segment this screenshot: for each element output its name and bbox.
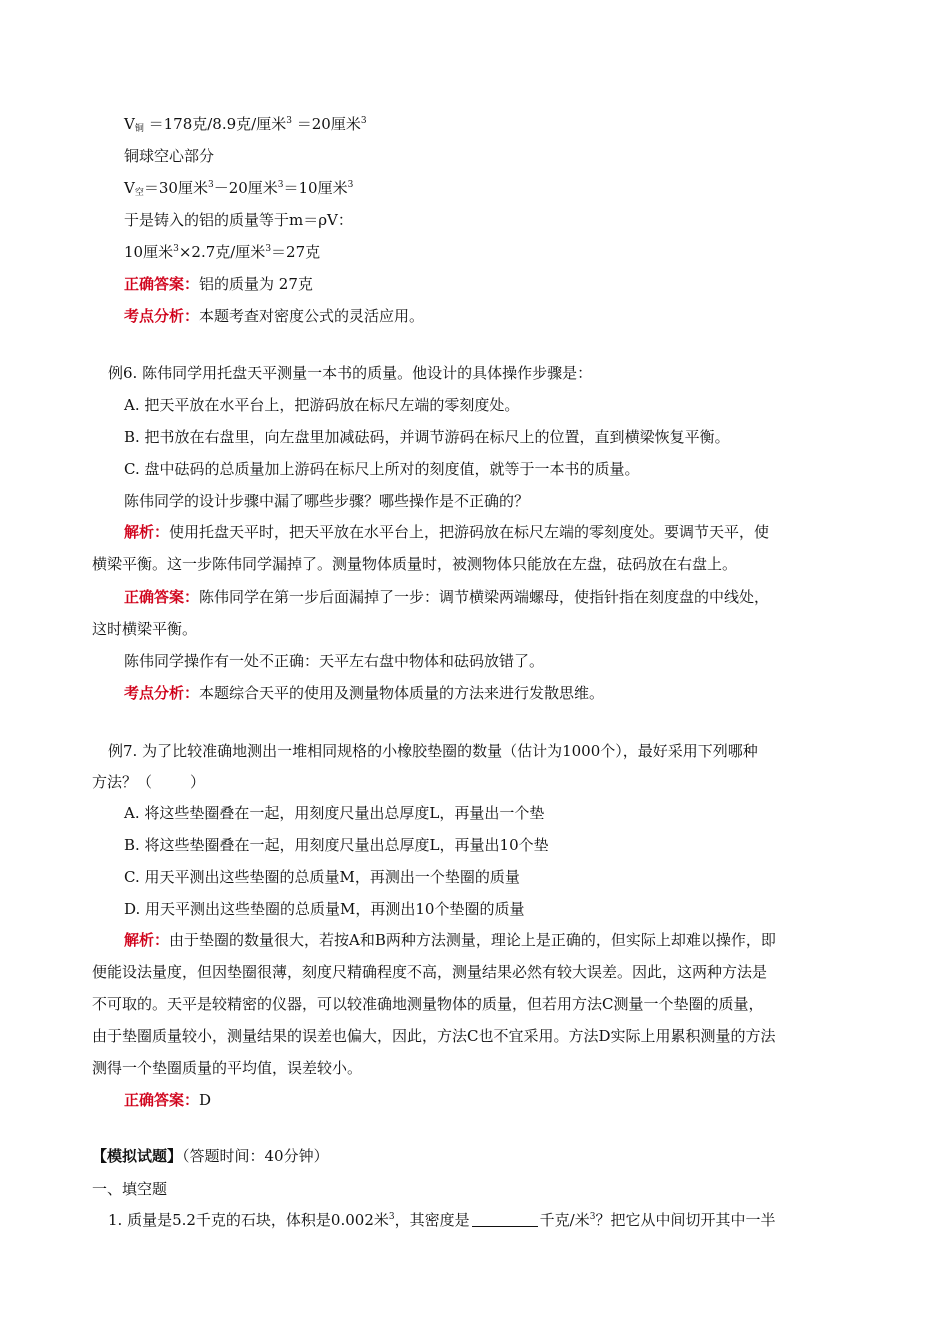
ex7-jiexi-line-2: 便能设法量度，但因垫圈很薄，刻度尺精确程度不高，测量结果必然有较大误差。因此，这两种方法是	[92, 963, 768, 981]
ex6-option-b: B. 把书放在右盘里，向左盘里加减砝码，并调节游码在标尺上的位置，直到横梁恢复平衡。	[124, 428, 730, 446]
ex6-option-a: A. 把天平放在水平台上，把游码放在标尺左端的零刻度处。	[124, 396, 520, 414]
solution-line-1: $V_铜 =178$克/8.9克/厘米$^3$ ＝20厘米$^3$	[124, 115, 367, 134]
ex6-jiexi-line-2: 横梁平衡。这一步陈伟同学漏掉了。测量物体质量时，被测物体只能放在左盘，砝码放在右盘上。	[92, 555, 738, 573]
ex7-jiexi-line-4: 由于垫圈质量较小，测量结果的误差也偏大，因此，方法C也不宜采用。方法D实际上用累积测量的方法	[92, 1027, 776, 1045]
ex6-ask: 陈伟同学的设计步骤中漏了哪些步骤？哪些操作是不正确的？	[124, 492, 530, 510]
ex6-analysis: 考点分析：本题综合天平的使用及测量物体质量的方法来进行发散思维。	[124, 684, 605, 702]
answer-blank	[472, 1212, 538, 1227]
ex7-option-b: B. 将这些垫圈叠在一起，用刻度尺量出总厚度L，再量出10个垫	[124, 836, 549, 854]
mock-time: （答题时间：40分钟）	[182, 1147, 329, 1165]
answer-label: 正确答案：	[124, 588, 200, 606]
ex7-jiexi-line-3: 不可取的。天平是较精密的仪器，可以较准确地测量物体的质量，但若用方法C测量一个垫圈的质量，	[92, 995, 764, 1013]
solution-line-2: 铜球空心部分	[124, 147, 215, 165]
solution-line-4: 于是铸入的铝的质量等于m＝ρV：	[124, 211, 353, 229]
analysis-label: 考点分析：	[124, 307, 200, 325]
jiexi-label: 解析：	[124, 523, 170, 541]
mock-section-title: 一、填空题	[92, 1180, 168, 1198]
solution-analysis: 考点分析：本题考查对密度公式的灵活应用。	[124, 307, 425, 325]
mock-heading	[92, 1146, 329, 1166]
solution-line-5: 10厘米$^3$×2.7克/厘米$^3$＝27克	[124, 243, 321, 261]
ex7-option-d: D. 用天平测出这些垫圈的总质量M，再测出10个垫圈的质量	[124, 900, 525, 918]
analysis-label: 考点分析：	[124, 684, 200, 702]
ex7-option-a: A. 将这些垫圈叠在一起，用刻度尺量出总厚度L，再量出一个垫	[124, 804, 545, 822]
ex6-jiexi-line-1: 解析：使用托盘天平时，把天平放在水平台上，把游码放在标尺左端的零刻度处。要调节天平，使	[124, 523, 770, 541]
ex7-question-line-2: 方法？（ ）	[92, 773, 206, 791]
ex7-question-line-1: 例7. 为了比较准确地测出一堆相同规格的小橡胶垫圈的数量（估计为1000个），最好采用下列哪种	[108, 742, 758, 760]
mock-question-1: 1. 质量是5.2千克的石块，体积是0.002米$^3$，其密度是 千克/米$^3$？把它从中间切开其中一半	[108, 1211, 776, 1229]
ex7-jiexi-line-1: 解析：由于垫圈的数量很大，若按A和B两种方法测量，理论上是正确的，但实际上却难以操作，即	[124, 931, 776, 949]
mock-title: 【模拟试题】	[92, 1147, 183, 1165]
ex6-answer-line-1: 正确答案：陈伟同学在第一步后面漏掉了一步：调节横梁两端螺母，使指针指在刻度盘的中线处，	[124, 588, 770, 606]
ex7-option-c: C. 用天平测出这些垫圈的总质量M，再测出一个垫圈的质量	[124, 868, 520, 886]
ex7-answer: 正确答案：D	[124, 1091, 212, 1109]
ex6-option-c: C. 盘中砝码的总质量加上游码在标尺上所对的刻度值，就等于一本书的质量。	[124, 460, 640, 478]
ex7-jiexi-line-5: 测得一个垫圈质量的平均值，误差较小。	[92, 1059, 363, 1077]
ex6-answer-line-3: 陈伟同学操作有一处不正确：天平左右盘中物体和砝码放错了。	[124, 652, 545, 670]
ex6-question: 例6. 陈伟同学用托盘天平测量一本书的质量。他设计的具体操作步骤是：	[108, 364, 593, 382]
jiexi-label: 解析：	[124, 931, 170, 949]
answer-label: 正确答案：	[124, 1091, 200, 1109]
ex6-answer-line-2: 这时横梁平衡。	[92, 620, 198, 638]
solution-line-3: $V_空=30$厘米$^3$－20厘米$^3$＝10厘米$^3$	[124, 179, 354, 198]
answer-label: 正确答案：	[124, 275, 200, 293]
solution-answer: 正确答案：铝的质量为 27克	[124, 275, 313, 293]
